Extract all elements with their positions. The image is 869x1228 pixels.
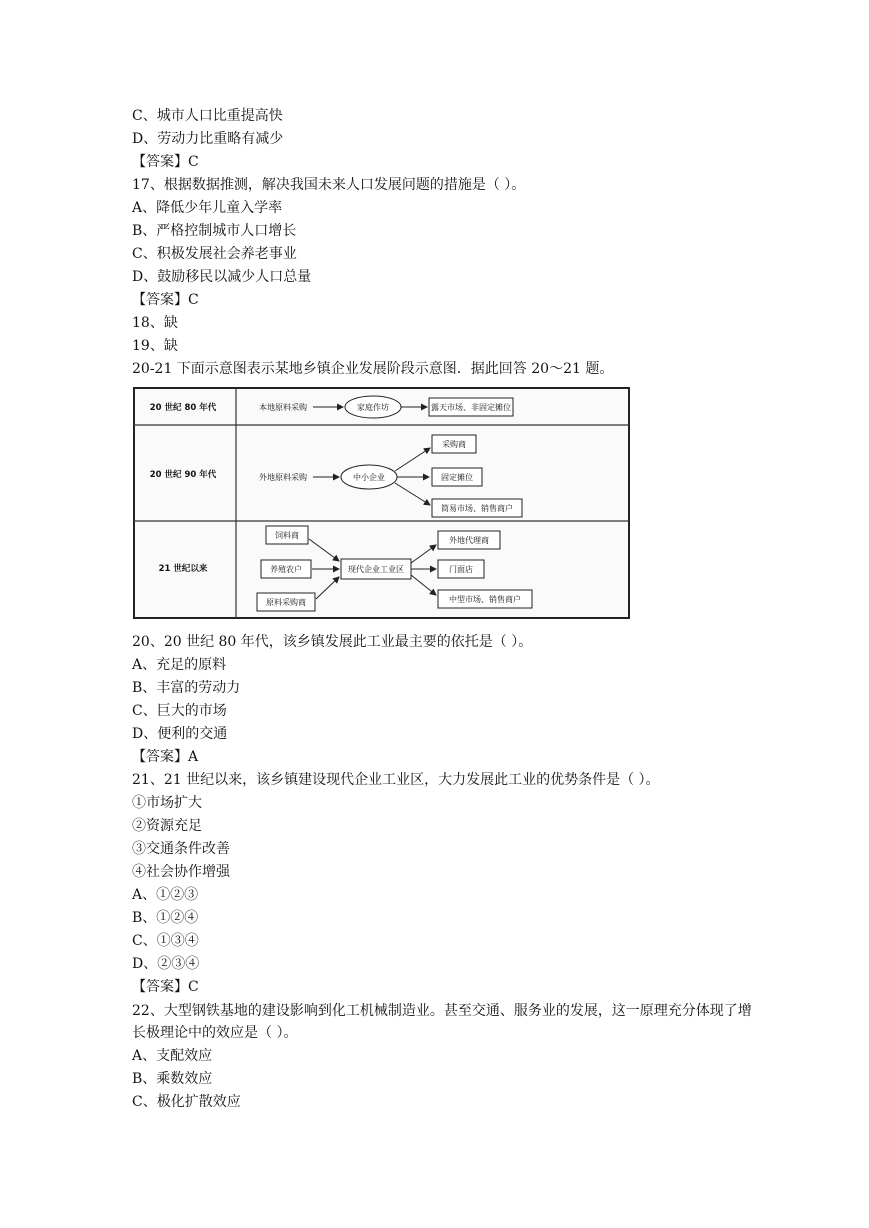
label-external-agent: 外地代理商	[449, 536, 489, 545]
option-22b: B、乘数效应	[132, 1071, 213, 1087]
label-purchaser: 采购商	[442, 440, 466, 449]
label-family-workshop: 家庭作坊	[357, 403, 389, 412]
option-17c: C、积极发展社会养老事业	[132, 246, 297, 262]
question-18: 18、缺	[132, 315, 178, 331]
option-16c: C、城市人口比重提高快	[132, 108, 283, 124]
option-22a: A、支配效应	[132, 1048, 213, 1064]
option-22c: C、极化扩散效应	[132, 1094, 241, 1110]
answer-20: 【答案】A	[132, 749, 199, 765]
label-farmers: 养殖农户	[270, 565, 302, 574]
option-20a: A、充足的原料	[132, 657, 227, 673]
question-20: 20、20 世纪 80 年代，该乡镇发展此工业最主要的依托是（ ）。	[132, 634, 533, 650]
question-17: 17、根据数据推测，解决我国未来人口发展问题的措施是（ ）。	[132, 177, 526, 193]
question-19: 19、缺	[132, 338, 178, 354]
source-local: 本地原料采购	[259, 403, 307, 412]
statement-21-2: ②资源充足	[132, 818, 202, 834]
option-20c: C、巨大的市场	[132, 703, 227, 719]
label-simple-market: 简易市场、销售商户	[441, 504, 513, 513]
source-external: 外地原料采购	[259, 473, 307, 482]
diagram-frame	[134, 388, 629, 618]
statement-21-4: ④社会协作增强	[132, 864, 230, 880]
statement-21-3: ③交通条件改善	[132, 841, 230, 857]
option-16d: D、劳动力比重略有减少	[132, 131, 284, 147]
label-sme: 中小企业	[353, 473, 385, 482]
answer-21: 【答案】C	[132, 979, 199, 995]
question-22: 22、大型钢铁基地的建设影响到化工机械制造业。甚至交通、服务业的发展，这一原理充分体现了增长极理论中的效应是（ ）。	[132, 1003, 752, 1041]
option-17b: B、严格控制城市人口增长	[132, 223, 297, 239]
option-21c: C、①③④	[132, 933, 199, 949]
answer-16: 【答案】C	[132, 154, 199, 170]
label-feed-supplier: 饲料商	[275, 531, 299, 540]
label-storefront: 门面店	[449, 565, 473, 574]
era-label-21st-century: 21 世纪以来	[158, 564, 208, 574]
option-21a: A、①②③	[132, 887, 199, 903]
diagram-svg	[133, 387, 630, 619]
label-open-market: 露天市场、非固定摊位	[431, 403, 511, 412]
option-17a: A、降低少年儿童入学率	[132, 200, 283, 216]
option-21b: B、①②④	[132, 910, 199, 926]
option-21d: D、②③④	[132, 956, 200, 972]
question-21: 21、21 世纪以来，该乡镇建设现代企业工业区，大力发展此工业的优势条件是（ ）。	[132, 772, 660, 788]
era-label-1980s: 20 世纪 80 年代	[149, 403, 217, 413]
label-medium-market: 中型市场、销售商户	[449, 595, 521, 604]
option-20b: B、丰富的劳动力	[132, 680, 241, 696]
label-material-buyer: 原料采购商	[266, 598, 306, 607]
era-label-1990s: 20 世纪 90 年代	[149, 470, 217, 480]
option-20d: D、便利的交通	[132, 726, 228, 742]
label-fixed-stall: 固定摊位	[441, 473, 473, 482]
statement-21-1: ①市场扩大	[132, 795, 202, 811]
label-industrial-park: 现代企业工业区	[348, 565, 404, 574]
enterprise-development-diagram	[133, 387, 630, 619]
question-20-21-intro: 20-21 下面示意图表示某地乡镇企业发展阶段示意图．据此回答 20～21 题。	[132, 361, 614, 377]
option-17d: D、鼓励移民以减少人口总量	[132, 269, 312, 285]
answer-17: 【答案】C	[132, 292, 199, 308]
